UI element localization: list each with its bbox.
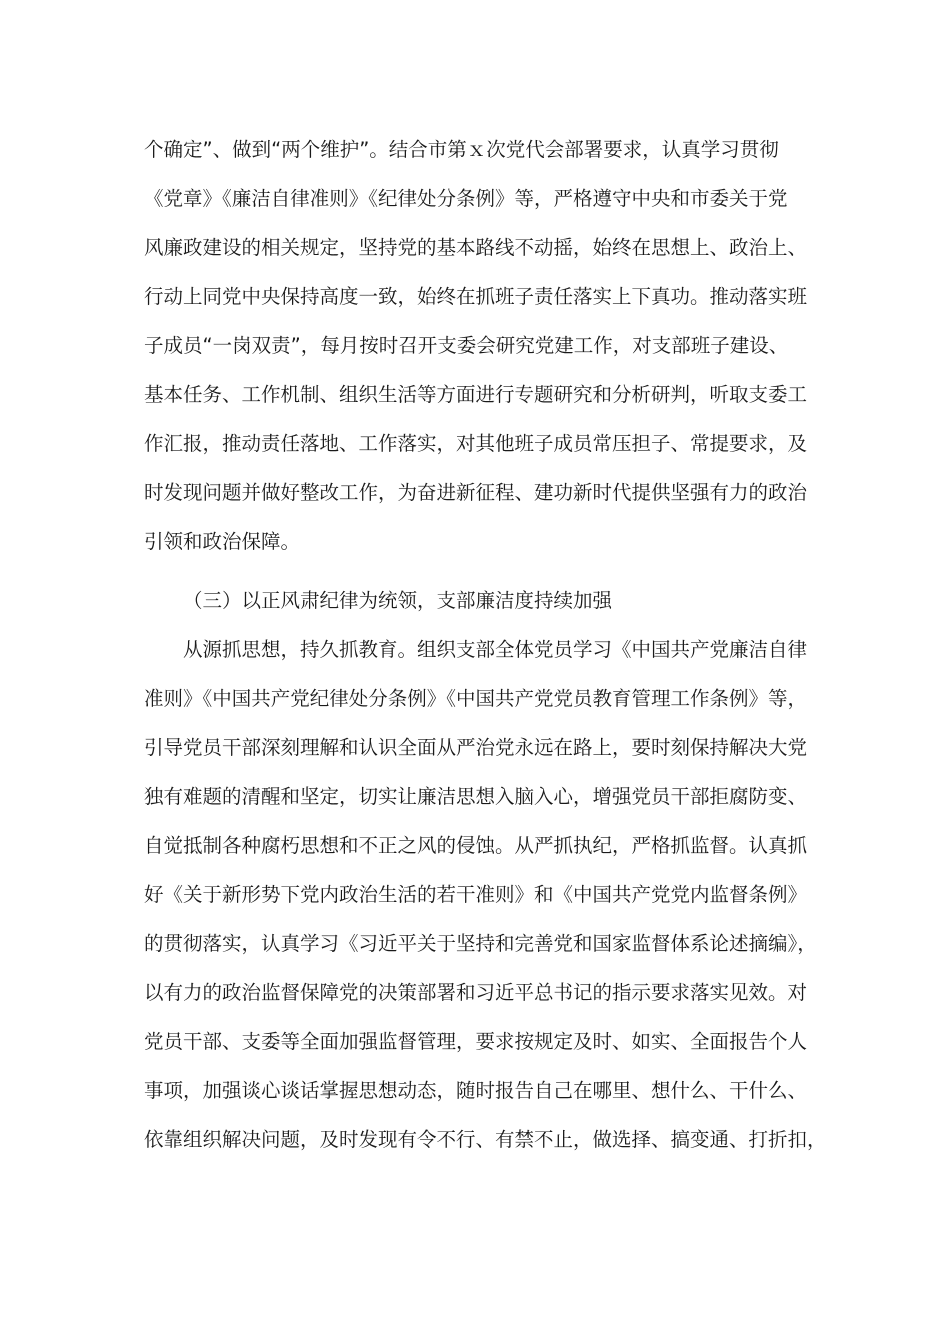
paragraph-line: 以有力的政治监督保障党的决策部署和习近平总书记的指示要求落实见效。对 (144, 981, 808, 1004)
paragraph-line: 自觉抵制各种腐朽思想和不正之风的侵蚀。从严抓执纪，严格抓监督。认真抓 (144, 834, 808, 857)
paragraph-line: 子成员“一岗双责”，每月按时召开支委会研究党建工作，对支部班子建设、 (144, 334, 789, 357)
paragraph-line: 时发现问题并做好整改工作，为奋进新征程、建功新时代提供坚强有力的政治 (144, 481, 808, 504)
paragraph-line: 风廉政建设的相关规定，坚持党的基本路线不动摇，始终在思想上、政治上、 (144, 236, 808, 259)
paragraph-line: 基本任务、工作机制、组织生活等方面进行专题研究和分析研判，听取支委工 (144, 383, 808, 406)
paragraph-line: 从源抓思想，持久抓教育。组织支部全体党员学习《中国共产党廉洁自律 (183, 638, 808, 661)
section-heading: （三）以正风肃纪律为统领，支部廉洁度持续加强 (183, 589, 613, 612)
paragraph-line: 党员干部、支委等全面加强监督管理，要求按规定及时、如实、全面报告个人 (144, 1030, 808, 1053)
paragraph-line: 准则》《中国共产党纪律处分条例》《中国共产党党员教育管理工作条例》等， (144, 687, 808, 710)
paragraph-line: 行动上同党中央保持高度一致，始终在抓班子责任落实上下真功。推动落实班 (144, 285, 808, 308)
paragraph-line: 事项，加强谈心谈话掌握思想动态，随时报告自己在哪里、想什么、干什么、 (144, 1079, 808, 1102)
paragraph-line: 《党章》《廉洁自律准则》《纪律处分条例》等，严格遵守中央和市委关于党 (144, 187, 788, 210)
paragraph-line: 作汇报，推动责任落地、工作落实，对其他班子成员常压担子、常提要求，及 (144, 432, 808, 455)
paragraph-line: 个确定”、做到“两个维护”。结合市第ｘ次党代会部署要求，认真学习贯彻 (144, 138, 779, 161)
paragraph-line: 引领和政治保障。 (144, 530, 301, 553)
paragraph-line: 好《关于新形势下党内政治生活的若干准则》和《中国共产党党内监督条例》 (144, 883, 808, 906)
paragraph-line: 引导党员干部深刻理解和认识全面从严治党永远在路上，要时刻保持解决大党 (144, 736, 808, 759)
paragraph-line: 的贯彻落实，认真学习《习近平关于坚持和完善党和国家监督体系论述摘编》， (144, 932, 817, 955)
paragraph-line: 依靠组织解决问题，及时发现有令不行、有禁不止，做选择、搞变通、打折扣， (144, 1128, 827, 1151)
paragraph-line: 独有难题的清醒和坚定，切实让廉洁思想入脑入心，增强党员干部拒腐防变、 (144, 785, 808, 808)
